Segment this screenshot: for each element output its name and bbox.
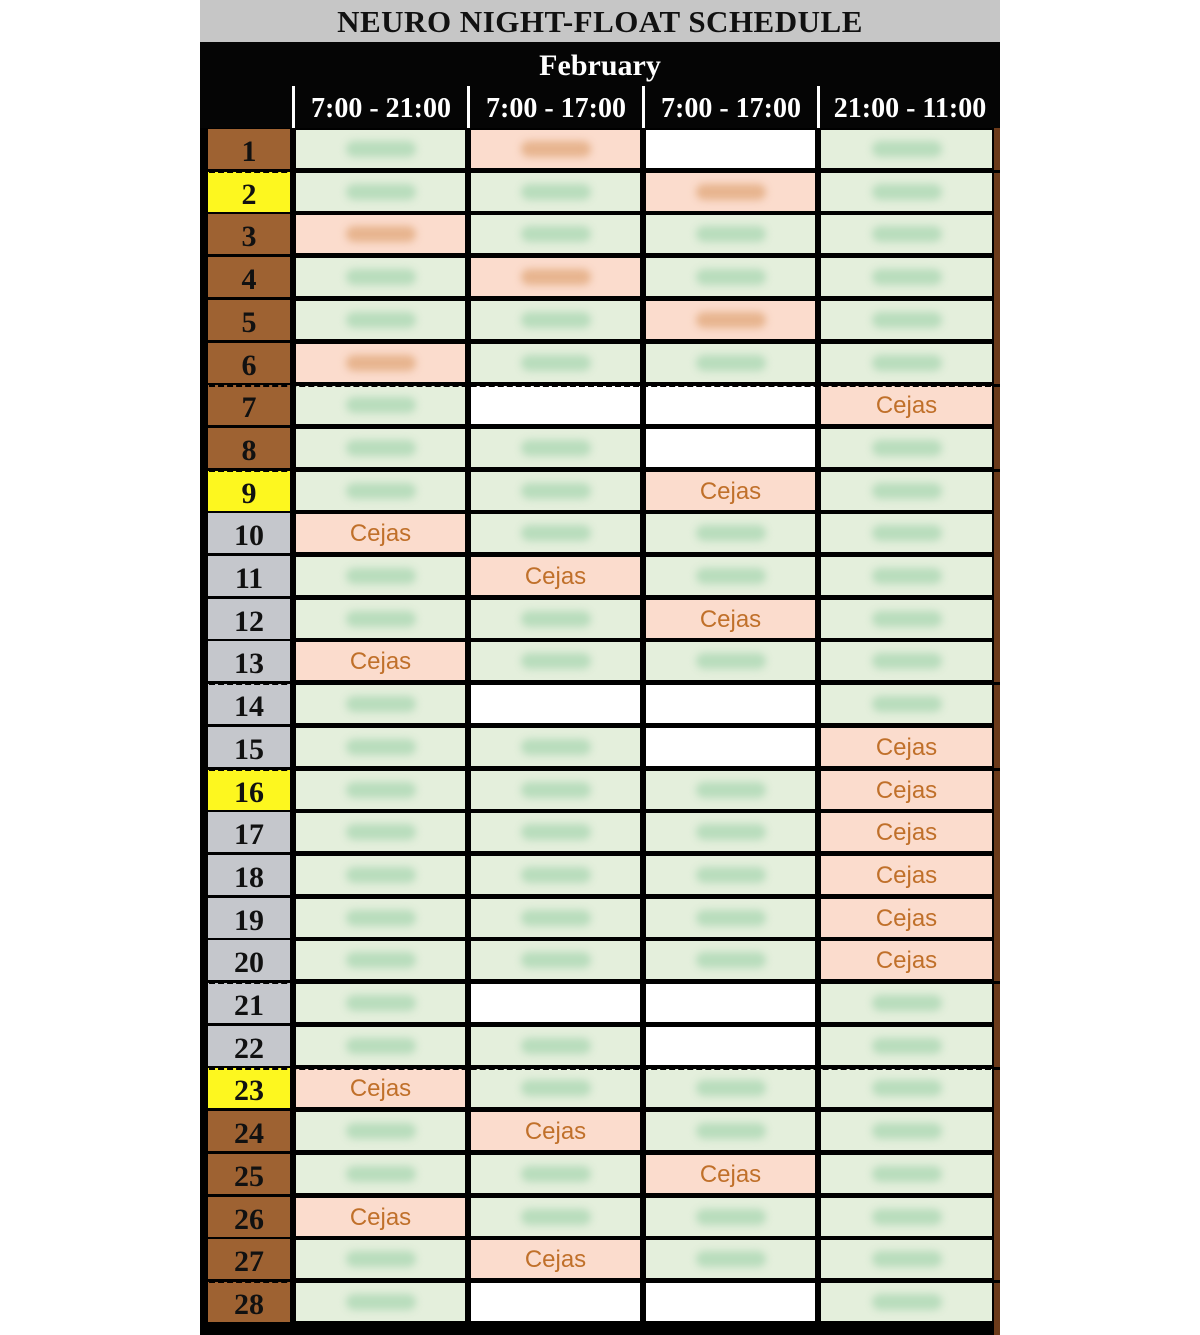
shift-cell[interactable] bbox=[821, 258, 992, 296]
shift-cell[interactable] bbox=[821, 1240, 992, 1278]
schedule-row bbox=[200, 555, 1000, 598]
shift-cell[interactable] bbox=[471, 344, 640, 382]
shift-cell[interactable] bbox=[646, 344, 815, 382]
schedule-row bbox=[200, 683, 1000, 726]
redacted-name bbox=[521, 611, 591, 627]
shift-cell[interactable] bbox=[296, 215, 465, 253]
schedule-row bbox=[200, 982, 1000, 1025]
shift-cell[interactable] bbox=[646, 771, 815, 809]
redacted-name bbox=[346, 910, 416, 926]
schedule-row bbox=[200, 470, 1000, 513]
shift-cell[interactable] bbox=[646, 1240, 815, 1278]
shift-cell[interactable] bbox=[471, 856, 640, 894]
shift-cell[interactable] bbox=[821, 856, 992, 894]
redacted-name bbox=[346, 1251, 416, 1267]
redacted-name bbox=[696, 782, 766, 798]
schedule-row bbox=[200, 769, 1000, 812]
shift-cell[interactable] bbox=[471, 557, 640, 595]
shift-cell[interactable] bbox=[471, 728, 640, 766]
shift-cell[interactable] bbox=[646, 472, 815, 510]
redacted-name bbox=[872, 568, 942, 584]
shift-cell[interactable] bbox=[296, 1069, 465, 1107]
shift-cell[interactable] bbox=[646, 685, 815, 723]
shift-cell[interactable] bbox=[821, 600, 992, 638]
day-number: 19 bbox=[208, 898, 290, 938]
shift-header-3: 7:00 - 17:00 bbox=[642, 86, 817, 128]
redacted-name bbox=[872, 1038, 942, 1054]
schedule-row bbox=[200, 1153, 1000, 1196]
shift-cell[interactable] bbox=[471, 472, 640, 510]
schedule-row bbox=[200, 171, 1000, 214]
schedule-row bbox=[200, 897, 1000, 940]
day-number: 20 bbox=[208, 940, 290, 980]
schedule-sheet bbox=[200, 0, 1000, 1335]
shift-cell[interactable] bbox=[646, 386, 815, 424]
assignee-name: Cejas bbox=[875, 861, 938, 889]
redacted-name bbox=[872, 653, 942, 669]
right-border bbox=[994, 128, 1000, 1335]
shift-cell[interactable] bbox=[471, 258, 640, 296]
shift-cell[interactable] bbox=[471, 301, 640, 339]
redacted-name bbox=[346, 184, 416, 200]
day-number: 21 bbox=[208, 983, 290, 1023]
assignee-name: Cejas bbox=[699, 1160, 762, 1188]
schedule-row bbox=[200, 256, 1000, 299]
redacted-name bbox=[696, 226, 766, 242]
redacted-name bbox=[346, 312, 416, 328]
redacted-name bbox=[346, 952, 416, 968]
shift-cell[interactable] bbox=[646, 215, 815, 253]
shift-cell[interactable] bbox=[471, 1112, 640, 1150]
shift-cell[interactable] bbox=[821, 1069, 992, 1107]
shift-cell[interactable] bbox=[296, 1112, 465, 1150]
day-column-header bbox=[200, 86, 292, 128]
assignee-name: Cejas bbox=[524, 1246, 587, 1274]
redacted-name bbox=[346, 1166, 416, 1182]
shift-cell[interactable] bbox=[296, 728, 465, 766]
redacted-name bbox=[872, 226, 942, 242]
day-number: 25 bbox=[208, 1154, 290, 1194]
day-number: 7 bbox=[208, 385, 290, 425]
redacted-name bbox=[346, 995, 416, 1011]
shift-cell[interactable] bbox=[471, 429, 640, 467]
redacted-name bbox=[872, 525, 942, 541]
redacted-name bbox=[346, 696, 416, 712]
redacted-name bbox=[521, 483, 591, 499]
shift-cell[interactable] bbox=[471, 1283, 640, 1321]
shift-cell[interactable] bbox=[821, 344, 992, 382]
redacted-name bbox=[696, 867, 766, 883]
month-header: February bbox=[200, 42, 1000, 86]
schedule-row bbox=[200, 384, 1000, 427]
day-number: 10 bbox=[208, 513, 290, 553]
shift-cell[interactable] bbox=[646, 642, 815, 680]
redacted-name bbox=[696, 355, 766, 371]
redacted-name bbox=[872, 312, 942, 328]
assignee-name: Cejas bbox=[524, 1118, 587, 1146]
redacted-name bbox=[696, 1080, 766, 1096]
redacted-name bbox=[346, 867, 416, 883]
schedule-row bbox=[200, 640, 1000, 683]
redacted-name bbox=[346, 1294, 416, 1310]
schedule-row bbox=[200, 598, 1000, 641]
redacted-name bbox=[521, 141, 591, 157]
day-number: 27 bbox=[208, 1239, 290, 1279]
redacted-name bbox=[872, 1209, 942, 1225]
shift-cell[interactable] bbox=[821, 472, 992, 510]
schedule-row bbox=[200, 342, 1000, 385]
redacted-name bbox=[872, 1251, 942, 1267]
shift-cell[interactable] bbox=[646, 728, 815, 766]
redacted-name bbox=[872, 440, 942, 456]
redacted-name bbox=[872, 1080, 942, 1096]
redacted-name bbox=[521, 867, 591, 883]
shift-cell[interactable] bbox=[646, 600, 815, 638]
shift-cell[interactable] bbox=[821, 685, 992, 723]
assignee-name: Cejas bbox=[349, 520, 412, 548]
redacted-name bbox=[696, 1209, 766, 1225]
day-number: 1 bbox=[208, 129, 290, 169]
day-number: 13 bbox=[208, 641, 290, 681]
shift-cell[interactable] bbox=[471, 514, 640, 552]
assignee-name: Cejas bbox=[524, 563, 587, 590]
schedule-row bbox=[200, 427, 1000, 470]
schedule-row bbox=[200, 1196, 1000, 1239]
redacted-name bbox=[872, 611, 942, 627]
shift-cell[interactable] bbox=[821, 514, 992, 552]
redacted-name bbox=[872, 269, 942, 285]
redacted-name bbox=[696, 184, 766, 200]
redacted-name bbox=[346, 483, 416, 499]
shift-cell[interactable] bbox=[296, 557, 465, 595]
redacted-name bbox=[696, 910, 766, 926]
shift-cell[interactable] bbox=[646, 1027, 815, 1065]
redacted-name bbox=[696, 824, 766, 840]
shift-cell[interactable] bbox=[646, 941, 815, 979]
shift-cell[interactable] bbox=[821, 386, 992, 424]
shift-cell[interactable] bbox=[296, 642, 465, 680]
redacted-name bbox=[872, 1166, 942, 1182]
redacted-name bbox=[521, 440, 591, 456]
day-number: 8 bbox=[208, 428, 290, 468]
redacted-name bbox=[521, 1166, 591, 1182]
shift-cell[interactable] bbox=[821, 1283, 992, 1321]
shift-cell[interactable] bbox=[821, 1027, 992, 1065]
day-number: 16 bbox=[208, 770, 290, 810]
shift-cell[interactable] bbox=[646, 1155, 815, 1193]
redacted-name bbox=[521, 1080, 591, 1096]
shift-cell[interactable] bbox=[296, 1027, 465, 1065]
day-number: 12 bbox=[208, 599, 290, 639]
redacted-name bbox=[696, 568, 766, 584]
redacted-name bbox=[521, 952, 591, 968]
day-number: 18 bbox=[208, 855, 290, 895]
assignee-name: Cejas bbox=[349, 1203, 412, 1231]
schedule-row bbox=[200, 939, 1000, 982]
day-number: 9 bbox=[208, 471, 290, 511]
shift-cell[interactable] bbox=[471, 1240, 640, 1278]
redacted-name bbox=[521, 269, 591, 285]
shift-cell[interactable] bbox=[471, 215, 640, 253]
shift-header-4: 21:00 - 11:00 bbox=[817, 86, 1000, 128]
shift-cell[interactable] bbox=[646, 856, 815, 894]
redacted-name bbox=[521, 1209, 591, 1225]
redacted-name bbox=[346, 782, 416, 798]
shift-cell[interactable] bbox=[296, 1155, 465, 1193]
redacted-name bbox=[521, 226, 591, 242]
shift-cell[interactable] bbox=[821, 813, 992, 851]
shift-cell[interactable] bbox=[296, 771, 465, 809]
shift-cell[interactable] bbox=[646, 813, 815, 851]
shift-cell[interactable] bbox=[471, 642, 640, 680]
shift-cell[interactable] bbox=[821, 1198, 992, 1236]
shift-cell[interactable] bbox=[471, 1069, 640, 1107]
assignee-name: Cejas bbox=[349, 1075, 412, 1103]
shift-cell[interactable] bbox=[821, 728, 992, 766]
day-number: 26 bbox=[208, 1197, 290, 1237]
shift-cell[interactable] bbox=[646, 1112, 815, 1150]
shift-cell[interactable] bbox=[471, 899, 640, 937]
redacted-name bbox=[696, 269, 766, 285]
shift-cell[interactable] bbox=[821, 429, 992, 467]
day-number: 2 bbox=[208, 172, 290, 212]
shift-cell[interactable] bbox=[821, 984, 992, 1022]
shift-cell[interactable] bbox=[296, 856, 465, 894]
shift-cell[interactable] bbox=[296, 685, 465, 723]
redacted-name bbox=[872, 1294, 942, 1310]
shift-cell[interactable] bbox=[296, 386, 465, 424]
schedule-row bbox=[200, 811, 1000, 854]
shift-cell[interactable] bbox=[296, 1240, 465, 1278]
redacted-name bbox=[521, 653, 591, 669]
day-number: 5 bbox=[208, 300, 290, 340]
redacted-name bbox=[872, 141, 942, 157]
shift-cell[interactable] bbox=[296, 301, 465, 339]
schedule-row bbox=[200, 1110, 1000, 1153]
shift-cell[interactable] bbox=[296, 1198, 465, 1236]
shift-cell[interactable] bbox=[296, 813, 465, 851]
redacted-name bbox=[872, 696, 942, 712]
redacted-name bbox=[521, 782, 591, 798]
shift-cell[interactable] bbox=[646, 984, 815, 1022]
shift-cell[interactable] bbox=[646, 173, 815, 211]
redacted-name bbox=[696, 952, 766, 968]
shift-cell[interactable] bbox=[296, 258, 465, 296]
assignee-name: Cejas bbox=[875, 819, 938, 847]
redacted-name bbox=[521, 1038, 591, 1054]
redacted-name bbox=[346, 226, 416, 242]
redacted-name bbox=[346, 141, 416, 157]
day-number: 3 bbox=[208, 214, 290, 254]
shift-header-row bbox=[200, 86, 1000, 128]
shift-header-2: 7:00 - 17:00 bbox=[467, 86, 642, 128]
shift-cell[interactable] bbox=[821, 899, 992, 937]
shift-cell[interactable] bbox=[296, 941, 465, 979]
shift-cell[interactable] bbox=[471, 984, 640, 1022]
redacted-name bbox=[872, 355, 942, 371]
redacted-name bbox=[346, 611, 416, 627]
shift-cell[interactable] bbox=[646, 429, 815, 467]
schedule-row bbox=[200, 128, 1000, 171]
shift-cell[interactable] bbox=[471, 685, 640, 723]
redacted-name bbox=[872, 995, 942, 1011]
shift-cell[interactable] bbox=[471, 1198, 640, 1236]
shift-cell[interactable] bbox=[646, 899, 815, 937]
shift-cell[interactable] bbox=[646, 514, 815, 552]
shift-cell[interactable] bbox=[471, 941, 640, 979]
redacted-name bbox=[521, 910, 591, 926]
redacted-name bbox=[696, 653, 766, 669]
assignee-name: Cejas bbox=[699, 477, 762, 505]
redacted-name bbox=[346, 739, 416, 755]
assignee-name: Cejas bbox=[349, 648, 412, 676]
redacted-name bbox=[872, 483, 942, 499]
shift-cell[interactable] bbox=[296, 1283, 465, 1321]
schedule-row bbox=[200, 1238, 1000, 1281]
schedule-row bbox=[200, 213, 1000, 256]
shift-cell[interactable] bbox=[646, 258, 815, 296]
day-number: 14 bbox=[208, 684, 290, 724]
shift-cell[interactable] bbox=[821, 642, 992, 680]
assignee-name: Cejas bbox=[875, 904, 938, 932]
redacted-name bbox=[696, 1251, 766, 1267]
shift-cell[interactable] bbox=[821, 771, 992, 809]
redacted-name bbox=[696, 525, 766, 541]
assignee-name: Cejas bbox=[875, 733, 938, 761]
redacted-name bbox=[521, 184, 591, 200]
day-number: 4 bbox=[208, 257, 290, 297]
assignee-name: Cejas bbox=[875, 392, 938, 420]
shift-cell[interactable] bbox=[471, 813, 640, 851]
schedule-row bbox=[200, 512, 1000, 555]
shift-cell[interactable] bbox=[296, 514, 465, 552]
shift-cell[interactable] bbox=[296, 600, 465, 638]
shift-cell[interactable] bbox=[296, 344, 465, 382]
shift-cell[interactable] bbox=[821, 941, 992, 979]
day-number: 22 bbox=[208, 1026, 290, 1066]
redacted-name bbox=[346, 355, 416, 371]
shift-cell[interactable] bbox=[471, 1027, 640, 1065]
assignee-name: Cejas bbox=[875, 947, 938, 975]
shift-cell[interactable] bbox=[471, 600, 640, 638]
shift-cell[interactable] bbox=[821, 130, 992, 168]
shift-cell[interactable] bbox=[646, 130, 815, 168]
redacted-name bbox=[696, 1123, 766, 1139]
redacted-name bbox=[521, 824, 591, 840]
shift-cell[interactable] bbox=[821, 173, 992, 211]
redacted-name bbox=[521, 355, 591, 371]
redacted-name bbox=[346, 269, 416, 285]
schedule-row bbox=[200, 1281, 1000, 1324]
shift-header-1: 7:00 - 21:00 bbox=[292, 86, 467, 128]
day-number: 6 bbox=[208, 343, 290, 383]
redacted-name bbox=[346, 1038, 416, 1054]
assignee-name: Cejas bbox=[875, 776, 938, 804]
day-number: 17 bbox=[208, 812, 290, 852]
shift-cell[interactable] bbox=[471, 1155, 640, 1193]
shift-cell[interactable] bbox=[646, 1283, 815, 1321]
redacted-name bbox=[521, 312, 591, 328]
shift-cell[interactable] bbox=[821, 301, 992, 339]
schedule-title: NEURO NIGHT-FLOAT SCHEDULE bbox=[200, 0, 1000, 42]
shift-cell[interactable] bbox=[646, 557, 815, 595]
schedule-row bbox=[200, 1025, 1000, 1068]
shift-cell[interactable] bbox=[471, 771, 640, 809]
schedule-row bbox=[200, 1067, 1000, 1110]
redacted-name bbox=[521, 739, 591, 755]
shift-cell[interactable] bbox=[296, 429, 465, 467]
shift-cell[interactable] bbox=[471, 386, 640, 424]
day-number: 24 bbox=[208, 1111, 290, 1151]
shift-cell[interactable] bbox=[296, 899, 465, 937]
shift-cell[interactable] bbox=[821, 1155, 992, 1193]
assignee-name: Cejas bbox=[699, 605, 762, 633]
redacted-name bbox=[346, 824, 416, 840]
shift-cell[interactable] bbox=[296, 130, 465, 168]
schedule-row bbox=[200, 854, 1000, 897]
day-number: 23 bbox=[208, 1068, 290, 1108]
redacted-name bbox=[346, 397, 416, 413]
redacted-name bbox=[346, 568, 416, 584]
shift-cell[interactable] bbox=[646, 1069, 815, 1107]
shift-cell[interactable] bbox=[821, 557, 992, 595]
schedule-row bbox=[200, 299, 1000, 342]
shift-cell[interactable] bbox=[296, 173, 465, 211]
redacted-name bbox=[521, 525, 591, 541]
shift-cell[interactable] bbox=[821, 1112, 992, 1150]
schedule-row bbox=[200, 726, 1000, 769]
redacted-name bbox=[346, 440, 416, 456]
shift-cell[interactable] bbox=[471, 173, 640, 211]
day-number: 11 bbox=[208, 556, 290, 596]
redacted-name bbox=[346, 1123, 416, 1139]
shift-cell[interactable] bbox=[646, 1198, 815, 1236]
day-number: 28 bbox=[208, 1282, 290, 1322]
redacted-name bbox=[696, 312, 766, 328]
shift-cell[interactable] bbox=[821, 215, 992, 253]
shift-cell[interactable] bbox=[471, 130, 640, 168]
day-number: 15 bbox=[208, 727, 290, 767]
shift-cell[interactable] bbox=[296, 984, 465, 1022]
redacted-name bbox=[872, 1123, 942, 1139]
shift-cell[interactable] bbox=[296, 472, 465, 510]
shift-cell[interactable] bbox=[646, 301, 815, 339]
redacted-name bbox=[872, 184, 942, 200]
